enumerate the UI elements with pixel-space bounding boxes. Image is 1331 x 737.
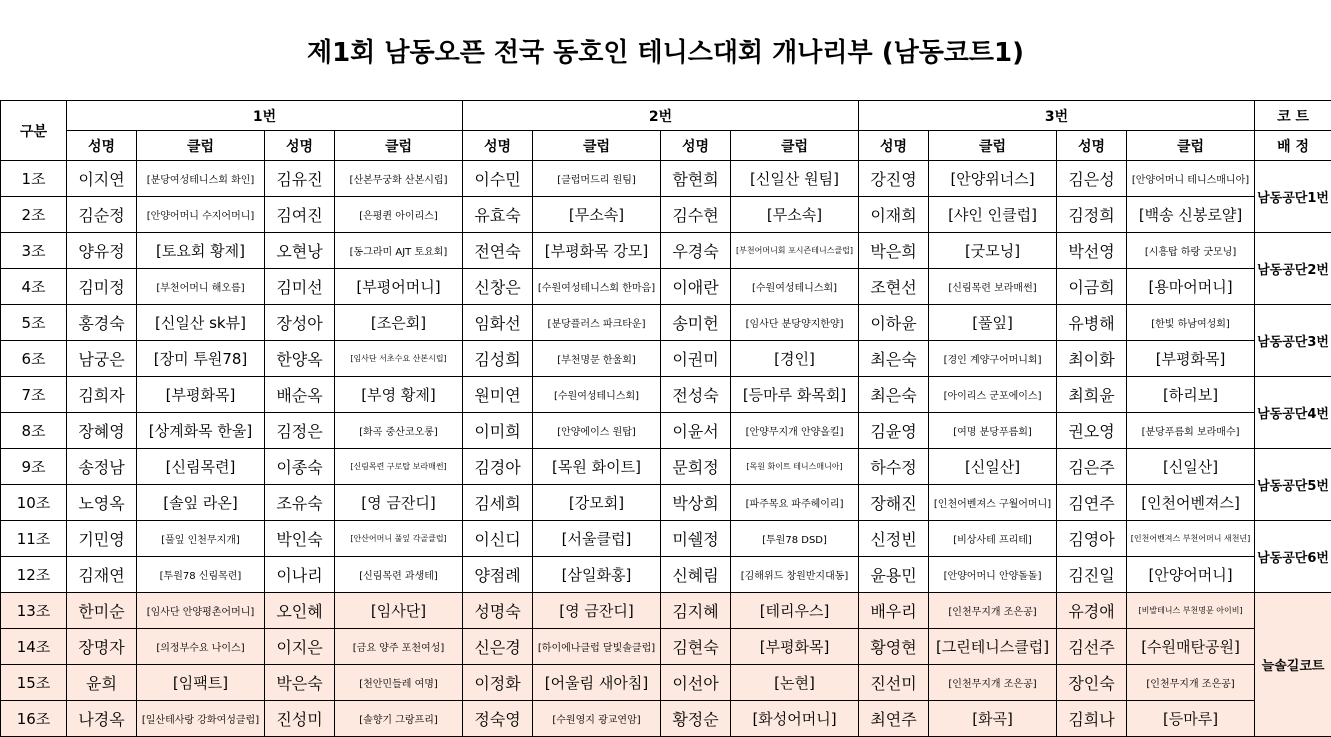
table-row xyxy=(1,233,1331,269)
player-name: 이종숙 xyxy=(265,449,335,485)
player-name: 최연주 xyxy=(859,701,929,737)
player-club: [일산테사랑 강화여성클럽] xyxy=(137,701,265,737)
group-label: 16조 xyxy=(1,701,67,737)
player-club: [상계화목 한울] xyxy=(137,413,265,449)
player-club: [신일산] xyxy=(1127,449,1255,485)
player-name: 양점례 xyxy=(463,557,533,593)
player-name: 김은성 xyxy=(1057,161,1127,197)
player-club: [하이에나클럽 달빛솔클럽] xyxy=(533,629,661,665)
name-column-header: 성명 xyxy=(67,131,137,161)
player-name: 이권미 xyxy=(661,341,731,377)
player-name: 송정남 xyxy=(67,449,137,485)
table-row xyxy=(1,197,1331,233)
player-name: 윤용민 xyxy=(859,557,929,593)
player-name: 박인숙 xyxy=(265,521,335,557)
player-name: 이정화 xyxy=(463,665,533,701)
player-club: [목원 화이트] xyxy=(533,449,661,485)
player-club: [신일산 원팀] xyxy=(731,161,859,197)
player-name: 김미정 xyxy=(67,269,137,305)
player-name: 장해진 xyxy=(859,485,929,521)
name-column-header: 성명 xyxy=(265,131,335,161)
court-assignment: 남동공단5번 xyxy=(1255,449,1331,521)
table-row xyxy=(1,485,1331,521)
player-club: [시흥탑 하랑 굿모닝] xyxy=(1127,233,1255,269)
court-2-header: 2번 xyxy=(463,101,859,131)
player-name: 유효숙 xyxy=(463,197,533,233)
player-name: 미쉘정 xyxy=(661,521,731,557)
group-label: 1조 xyxy=(1,161,67,197)
player-name: 김정희 xyxy=(1057,197,1127,233)
player-name: 이미희 xyxy=(463,413,533,449)
player-name: 김희나 xyxy=(1057,701,1127,737)
player-club: [의정부수요 나이스] xyxy=(137,629,265,665)
player-club: [굿모닝] xyxy=(929,233,1057,269)
player-club: [등마루 화목회] xyxy=(731,377,859,413)
player-club: [부평화목] xyxy=(137,377,265,413)
player-name: 이선아 xyxy=(661,665,731,701)
player-name: 한미순 xyxy=(67,593,137,629)
player-club: [인천무지개 조은공] xyxy=(1127,665,1255,701)
player-club: [영 금잔디] xyxy=(335,485,463,521)
player-club: [파주목요 파주헤이리] xyxy=(731,485,859,521)
player-club: [안산어머니 풀잎 각골클럽] xyxy=(335,521,463,557)
player-name: 이금희 xyxy=(1057,269,1127,305)
player-club: [동그라미 AJT 토요회] xyxy=(335,233,463,269)
player-club: [부평어머니] xyxy=(335,269,463,305)
player-club: [부평화목] xyxy=(1127,341,1255,377)
player-name: 권오영 xyxy=(1057,413,1127,449)
name-column-header: 성명 xyxy=(1057,131,1127,161)
table-row xyxy=(1,269,1331,305)
player-club: [김해위드 창원반지대동] xyxy=(731,557,859,593)
player-name: 배순옥 xyxy=(265,377,335,413)
court-assignment: 남동공단2번 xyxy=(1255,233,1331,305)
player-name: 송미헌 xyxy=(661,305,731,341)
player-name: 김희자 xyxy=(67,377,137,413)
player-name: 조현선 xyxy=(859,269,929,305)
group-label: 2조 xyxy=(1,197,67,233)
player-name: 정숙영 xyxy=(463,701,533,737)
player-name: 최은숙 xyxy=(859,377,929,413)
group-label: 13조 xyxy=(1,593,67,629)
player-name: 김현숙 xyxy=(661,629,731,665)
player-club: [안양위너스] xyxy=(929,161,1057,197)
player-name: 김수현 xyxy=(661,197,731,233)
group-label: 8조 xyxy=(1,413,67,449)
player-club: [그린테니스클럽] xyxy=(929,629,1057,665)
player-club: [테리우스] xyxy=(731,593,859,629)
player-club: [임사단 서초수요 산본시립] xyxy=(335,341,463,377)
player-name: 이지은 xyxy=(265,629,335,665)
table-row xyxy=(1,557,1331,593)
draw-table xyxy=(0,100,1331,737)
group-label: 14조 xyxy=(1,629,67,665)
player-club: [신림목련] xyxy=(137,449,265,485)
court-1-header: 1번 xyxy=(67,101,463,131)
player-name: 윤희 xyxy=(67,665,137,701)
player-club: [토요회 황제] xyxy=(137,233,265,269)
club-column-header: 클럽 xyxy=(731,131,859,161)
player-name: 진성미 xyxy=(265,701,335,737)
player-name: 신은경 xyxy=(463,629,533,665)
player-name: 전연숙 xyxy=(463,233,533,269)
player-club: [신림목련 과생테] xyxy=(335,557,463,593)
player-name: 김여진 xyxy=(265,197,335,233)
player-name: 진선미 xyxy=(859,665,929,701)
player-club: [임팩트] xyxy=(137,665,265,701)
player-club: [부영 황제] xyxy=(335,377,463,413)
player-club: [안양무지개 안양올킬] xyxy=(731,413,859,449)
player-name: 김영아 xyxy=(1057,521,1127,557)
player-club: [은평퀸 아이리스] xyxy=(335,197,463,233)
player-club: [비발테니스 부천명문 아이비] xyxy=(1127,593,1255,629)
player-name: 박선영 xyxy=(1057,233,1127,269)
player-club: [수원여성테니스회] xyxy=(731,269,859,305)
player-club: [부평화목 강모] xyxy=(533,233,661,269)
player-club: [부천어머니회 포시즌테니스클럽] xyxy=(731,233,859,269)
player-name: 김지혜 xyxy=(661,593,731,629)
player-club: [장미 투원78] xyxy=(137,341,265,377)
player-name: 김은주 xyxy=(1057,449,1127,485)
player-name: 남궁은 xyxy=(67,341,137,377)
player-name: 김선주 xyxy=(1057,629,1127,665)
player-club: [경인 계양구어머니회] xyxy=(929,341,1057,377)
player-club: [서울클럽] xyxy=(533,521,661,557)
player-club: [투원78 신림목련] xyxy=(137,557,265,593)
player-club: [클럽머드리 원팀] xyxy=(533,161,661,197)
player-name: 박은희 xyxy=(859,233,929,269)
player-club: [임사단 안양평촌어머니] xyxy=(137,593,265,629)
player-name: 오현낭 xyxy=(265,233,335,269)
player-club: [인천어벤져스 구월어머니] xyxy=(929,485,1057,521)
player-club: [비상사테 프리테] xyxy=(929,521,1057,557)
player-name: 장혜영 xyxy=(67,413,137,449)
player-name: 박상희 xyxy=(661,485,731,521)
player-club: [무소속] xyxy=(533,197,661,233)
page-title: 제1회 남동오픈 전국 동호인 테니스대회 개나리부 (남동코트1) xyxy=(306,37,1025,68)
player-club: [풀잎 인천무지개] xyxy=(137,521,265,557)
player-club: [인천어벤져스 부천어머니 새천년] xyxy=(1127,521,1255,557)
group-label: 7조 xyxy=(1,377,67,413)
table-row xyxy=(1,449,1331,485)
player-club: [인천어벤져스] xyxy=(1127,485,1255,521)
group-label: 4조 xyxy=(1,269,67,305)
player-name: 김유진 xyxy=(265,161,335,197)
player-name: 원미연 xyxy=(463,377,533,413)
player-name: 강진영 xyxy=(859,161,929,197)
player-club: [금요 양주 포천여성] xyxy=(335,629,463,665)
table-row xyxy=(1,665,1331,701)
court-assign-header-bottom: 배 정 xyxy=(1255,131,1331,161)
player-name: 장명자 xyxy=(67,629,137,665)
player-club: [임사단 분당양지한양] xyxy=(731,305,859,341)
player-club: [인천무지개 조은공] xyxy=(929,665,1057,701)
player-name: 유병해 xyxy=(1057,305,1127,341)
player-club: [솔향기 그랑프리] xyxy=(335,701,463,737)
player-name: 노영옥 xyxy=(67,485,137,521)
player-club: [부평화목] xyxy=(731,629,859,665)
player-name: 최희윤 xyxy=(1057,377,1127,413)
table-row xyxy=(1,629,1331,665)
player-name: 최이화 xyxy=(1057,341,1127,377)
player-club: [여명 분당푸름회] xyxy=(929,413,1057,449)
player-name: 신창은 xyxy=(463,269,533,305)
group-label: 6조 xyxy=(1,341,67,377)
player-club: [화성어머니] xyxy=(731,701,859,737)
group-label: 9조 xyxy=(1,449,67,485)
group-label: 15조 xyxy=(1,665,67,701)
player-name: 이신디 xyxy=(463,521,533,557)
player-club: [산본무궁화 산본시립] xyxy=(335,161,463,197)
player-name: 조유숙 xyxy=(265,485,335,521)
player-club: [조은회] xyxy=(335,305,463,341)
player-club: [한빛 하남여성회] xyxy=(1127,305,1255,341)
player-club: [목원 화이트 테니스매니아] xyxy=(731,449,859,485)
player-club: [등마루] xyxy=(1127,701,1255,737)
player-club: [분당여성테니스회 화인] xyxy=(137,161,265,197)
player-club: [샤인 인클럽] xyxy=(929,197,1057,233)
court-assignment: 남동공단6번 xyxy=(1255,521,1331,593)
player-club: [화곡 중산코오롱] xyxy=(335,413,463,449)
player-name: 유경애 xyxy=(1057,593,1127,629)
player-club: [하리보] xyxy=(1127,377,1255,413)
player-name: 양유정 xyxy=(67,233,137,269)
court-assignment: 늘솔길코트 xyxy=(1255,593,1331,737)
player-club: [백송 신봉로얄] xyxy=(1127,197,1255,233)
club-column-header: 클럽 xyxy=(137,131,265,161)
table-row xyxy=(1,701,1331,737)
table-row xyxy=(1,377,1331,413)
club-column-header: 클럽 xyxy=(335,131,463,161)
court-assignment: 남동공단1번 xyxy=(1255,161,1331,233)
group-label: 3조 xyxy=(1,233,67,269)
player-club: [화곡] xyxy=(929,701,1057,737)
player-club: [부천어머니 해오름] xyxy=(137,269,265,305)
player-name: 나경옥 xyxy=(67,701,137,737)
table-row xyxy=(1,341,1331,377)
player-name: 이수민 xyxy=(463,161,533,197)
player-name: 신혜림 xyxy=(661,557,731,593)
player-club: [신림목련 구로탑 보라매썬] xyxy=(335,449,463,485)
table-row xyxy=(1,413,1331,449)
player-club: [경인] xyxy=(731,341,859,377)
division-header: 구분 xyxy=(1,101,67,161)
player-club: [논현] xyxy=(731,665,859,701)
player-club: [안양에이스 원탑] xyxy=(533,413,661,449)
player-club: [분당푸름회 보라매수] xyxy=(1127,413,1255,449)
player-club: [임사단] xyxy=(335,593,463,629)
player-name: 전성숙 xyxy=(661,377,731,413)
court-3-header: 3번 xyxy=(859,101,1255,131)
table-body xyxy=(1,161,1331,737)
name-column-header: 성명 xyxy=(859,131,929,161)
group-label: 11조 xyxy=(1,521,67,557)
club-column-header: 클럽 xyxy=(929,131,1057,161)
player-club: [수원매탄공원] xyxy=(1127,629,1255,665)
court-assign-header-top: 코 트 xyxy=(1255,101,1331,131)
player-club: [신일산] xyxy=(929,449,1057,485)
table-row xyxy=(1,161,1331,197)
player-name: 김성희 xyxy=(463,341,533,377)
player-name: 김정은 xyxy=(265,413,335,449)
player-name: 김진일 xyxy=(1057,557,1127,593)
player-club: [부천명문 한울회] xyxy=(533,341,661,377)
player-name: 이나리 xyxy=(265,557,335,593)
table-row xyxy=(1,521,1331,557)
player-club: [풀잎] xyxy=(929,305,1057,341)
player-name: 이하윤 xyxy=(859,305,929,341)
player-club: [무소속] xyxy=(731,197,859,233)
player-name: 김세희 xyxy=(463,485,533,521)
player-name: 오인혜 xyxy=(265,593,335,629)
player-club: [아이리스 군포에이스] xyxy=(929,377,1057,413)
player-name: 김경아 xyxy=(463,449,533,485)
player-name: 김순정 xyxy=(67,197,137,233)
player-club: [안양어머니] xyxy=(1127,557,1255,593)
player-club: [안양어머니 안양돌돌] xyxy=(929,557,1057,593)
player-name: 이지연 xyxy=(67,161,137,197)
player-club: [안양어머니 수지어머니] xyxy=(137,197,265,233)
player-club: [수원여성테니스회] xyxy=(533,377,661,413)
group-label: 10조 xyxy=(1,485,67,521)
player-club: [강모회] xyxy=(533,485,661,521)
player-name: 김윤영 xyxy=(859,413,929,449)
table-row xyxy=(1,305,1331,341)
player-club: [어울림 새아침] xyxy=(533,665,661,701)
name-column-header: 성명 xyxy=(463,131,533,161)
player-name: 함현희 xyxy=(661,161,731,197)
player-name: 한양옥 xyxy=(265,341,335,377)
court-assignment: 남동공단3번 xyxy=(1255,305,1331,377)
player-name: 홍경숙 xyxy=(67,305,137,341)
player-club: [수원여성테니스회 한마음] xyxy=(533,269,661,305)
player-club: [인천무지개 조은공] xyxy=(929,593,1057,629)
player-name: 성명숙 xyxy=(463,593,533,629)
player-name: 우경숙 xyxy=(661,233,731,269)
table-row xyxy=(1,593,1331,629)
group-label: 5조 xyxy=(1,305,67,341)
player-club: [솔잎 라온] xyxy=(137,485,265,521)
group-label: 12조 xyxy=(1,557,67,593)
player-name: 황정순 xyxy=(661,701,731,737)
player-club: [수원영지 광교연암] xyxy=(533,701,661,737)
player-club: [투원78 DSD] xyxy=(731,521,859,557)
player-name: 이윤서 xyxy=(661,413,731,449)
player-name: 황영현 xyxy=(859,629,929,665)
player-name: 장인숙 xyxy=(1057,665,1127,701)
court-assignment: 남동공단4번 xyxy=(1255,377,1331,449)
player-name: 배우리 xyxy=(859,593,929,629)
name-column-header: 성명 xyxy=(661,131,731,161)
player-name: 문희정 xyxy=(661,449,731,485)
player-name: 박은숙 xyxy=(265,665,335,701)
player-name: 신정빈 xyxy=(859,521,929,557)
player-club: [용마어머니] xyxy=(1127,269,1255,305)
player-club: [신일산 sk뷰] xyxy=(137,305,265,341)
player-club: [삼일화홍] xyxy=(533,557,661,593)
player-club: [분당플러스 파크타운] xyxy=(533,305,661,341)
player-name: 임화선 xyxy=(463,305,533,341)
club-column-header: 클럽 xyxy=(1127,131,1255,161)
player-club: [천안민들레 여명] xyxy=(335,665,463,701)
player-name: 하수정 xyxy=(859,449,929,485)
player-club: [신림목련 보라매썬] xyxy=(929,269,1057,305)
player-name: 김연주 xyxy=(1057,485,1127,521)
player-name: 이재희 xyxy=(859,197,929,233)
player-name: 김미선 xyxy=(265,269,335,305)
player-name: 김재연 xyxy=(67,557,137,593)
player-club: [영 금잔디] xyxy=(533,593,661,629)
player-name: 이애란 xyxy=(661,269,731,305)
player-club: [안양어머니 테니스매니아] xyxy=(1127,161,1255,197)
player-name: 장성아 xyxy=(265,305,335,341)
club-column-header: 클럽 xyxy=(533,131,661,161)
player-name: 최은숙 xyxy=(859,341,929,377)
player-name: 기민영 xyxy=(67,521,137,557)
